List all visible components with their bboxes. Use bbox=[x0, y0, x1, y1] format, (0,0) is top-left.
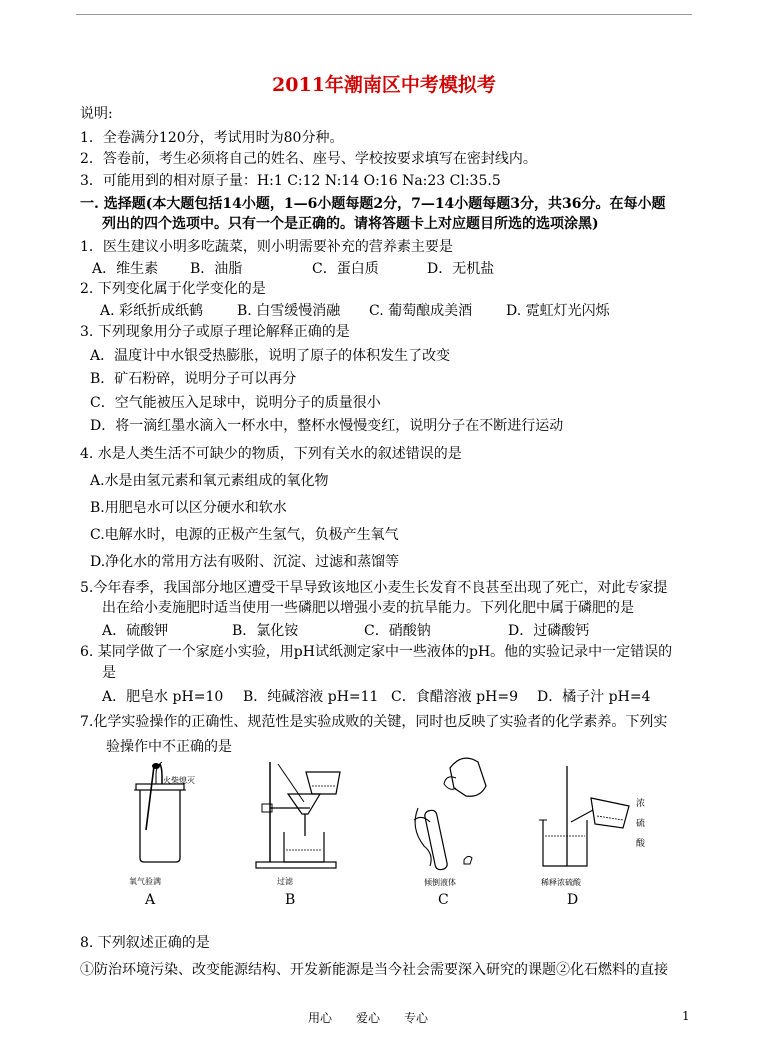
q4-option-b: B.用肥皂水可以区分硬水和软水 bbox=[90, 500, 287, 516]
section-heading: 一. 选择题(本大题包括14小题，1—6小题每题2分，7—14小题每题3分，共36分。在每小题 bbox=[80, 196, 666, 212]
q6-option-a: A．肥皂水 pH=10 bbox=[102, 689, 224, 705]
figure-b-caption: 过滤 bbox=[277, 877, 293, 886]
q1-option-d: D．无机盐 bbox=[427, 261, 495, 277]
q2-option-d: D. 霓虹灯光闪烁 bbox=[506, 303, 610, 319]
page-title: 2011年潮南区中考模拟考 bbox=[272, 74, 496, 96]
q1-option-c: C．蛋白质 bbox=[312, 261, 379, 277]
q4-option-d: D.净化水的常用方法有吸附、沉淀、过滤和蒸馏等 bbox=[90, 554, 400, 570]
question-8-stem: 8. 下列叙述正确的是 bbox=[80, 935, 210, 951]
figure-d-letter: D bbox=[567, 892, 579, 908]
q3-option-c: C．空气能被压入足球中，说明分子的质量很小 bbox=[90, 395, 381, 411]
q6-option-c: C．食醋溶液 pH=9 bbox=[391, 689, 518, 705]
figure-c-caption: 倾倒液体 bbox=[424, 878, 456, 887]
q2-option-a: A. 彩纸折成纸鹤 bbox=[100, 303, 204, 319]
q4-option-c: C.电解水时，电源的正极产生氢气，负极产生氧气 bbox=[90, 527, 399, 543]
instructions-heading: 说明: bbox=[80, 106, 113, 122]
q6-option-d: D．橘子汁 pH=4 bbox=[537, 689, 651, 705]
figure-c-letter: C bbox=[438, 892, 449, 908]
question-1-stem: 1．医生建议小明多吃蔬菜，则小明需要补充的营养素主要是 bbox=[80, 239, 453, 255]
q5-option-d: D．过磷酸钙 bbox=[508, 623, 590, 639]
header-rule bbox=[76, 14, 692, 15]
q5-option-c: C．硝酸钠 bbox=[364, 623, 431, 639]
question-5-stem-cont: 出在给小麦施肥时适当使用一些磷肥以增强小麦的抗旱能力。下列化肥中属于磷肥的是 bbox=[102, 600, 634, 616]
question-7-stem-cont: 验操作中不正确的是 bbox=[106, 739, 232, 755]
section-heading-cont: 列出的四个选项中。只有一个是正确的。请将答题卡上对应题目所选的选项涂黑) bbox=[102, 216, 599, 232]
q1-option-b: B．油脂 bbox=[190, 261, 243, 277]
question-2-stem: 2. 下列变化属于化学变化的是 bbox=[80, 281, 266, 297]
question-8-stem-cont: ①防治环境污染、改变能源结构、开发新能源是当今社会需要深入研究的课题②化石燃料的直接 bbox=[80, 962, 668, 978]
instruction-item: 1．全卷满分120分，考试用时为80分种。 bbox=[80, 130, 344, 146]
q5-option-b: B．氯化铵 bbox=[232, 623, 299, 639]
question-6-stem-cont: 是 bbox=[102, 665, 116, 681]
q1-option-a: A．维生素 bbox=[92, 261, 159, 277]
question-5-stem: 5.今年春季，我国部分地区遭受干旱导致该地区小麦生长发育不良甚至出现了死亡，对此专家提 bbox=[80, 580, 668, 596]
q3-option-b: B．矿石粉碎，说明分子可以再分 bbox=[90, 371, 297, 387]
q5-option-a: A．硫酸钾 bbox=[102, 623, 169, 639]
q2-option-b: B. 白雪缓慢消融 bbox=[237, 303, 341, 319]
instruction-item: 2．答卷前，考生必须将自己的姓名、座号、学校按要求填写在密封线内。 bbox=[80, 151, 537, 167]
figure-a-caption: 氧气验满 bbox=[129, 877, 161, 886]
figure-a-label: 火柴熄灭 bbox=[163, 776, 195, 785]
q3-option-d: D．将一滴红墨水滴入一杯水中，整杯水慢慢变红，说明分子在不断进行运动 bbox=[90, 418, 564, 434]
question-7-stem: 7.化学实验操作的正确性、规范性是实验成败的关键，同时也反映了实验者的化学素养。下列实 bbox=[80, 714, 668, 730]
page-number: 1 bbox=[682, 1009, 690, 1023]
instruction-item: 3．可能用到的相对原子量：H:1 C:12 N:14 O:16 Na:23 Cl:35.5 bbox=[80, 173, 501, 189]
figure-d-dilution bbox=[535, 762, 635, 874]
question-3-stem: 3. 下列现象用分子或原子理论解释正确的是 bbox=[80, 324, 350, 340]
footer-motto: 用心 爱心 专心 bbox=[308, 1011, 429, 1025]
figure-a-letter: A bbox=[145, 892, 156, 908]
q4-option-a: A.水是由氢元素和氧元素组成的氧化物 bbox=[90, 473, 329, 489]
question-6-stem: 6. 某同学做了一个家庭小实验，用pH试纸测定家中一些液体的pH。他的实验记录中一定错误的 bbox=[80, 644, 673, 660]
q6-option-b: B．纯碱溶液 pH=11 bbox=[243, 689, 379, 705]
figure-d-caption: 稀释浓硫酸 bbox=[541, 878, 581, 887]
figure-d-label: 浓硫酸 bbox=[636, 799, 646, 849]
figure-c-pouring bbox=[400, 748, 500, 880]
figure-b-filtration bbox=[248, 758, 348, 876]
question-4-stem: 4. 水是人类生活不可缺少的物质，下列有关水的叙述错误的是 bbox=[80, 446, 462, 462]
q3-option-a: A．温度计中水银受热膨胀，说明了原子的体积发生了改变 bbox=[90, 348, 451, 364]
figure-b-letter: B bbox=[285, 892, 296, 908]
q2-option-c: C. 葡萄酿成美酒 bbox=[369, 303, 473, 319]
